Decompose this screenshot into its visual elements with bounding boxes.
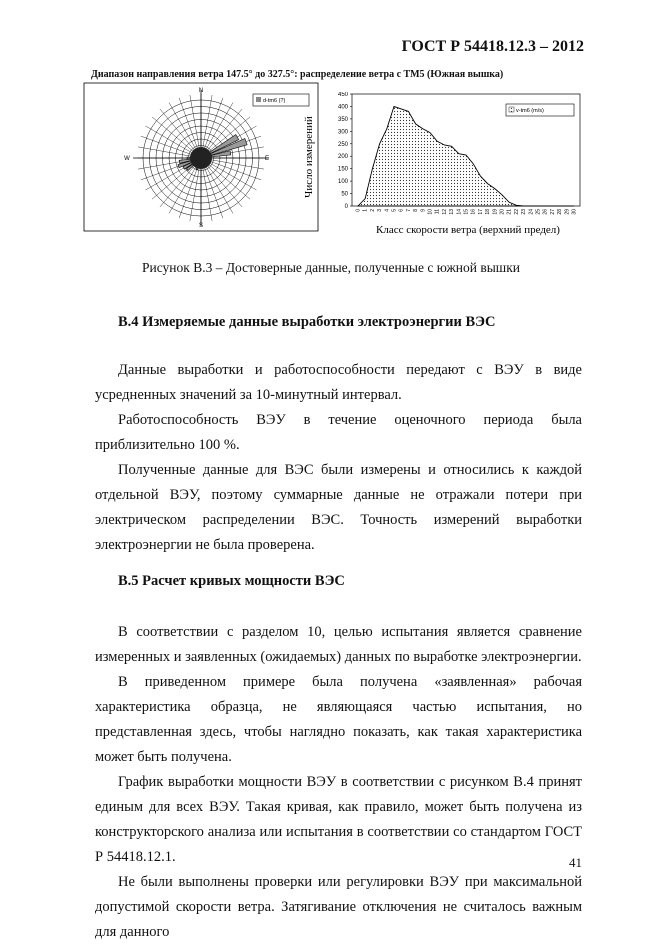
- section-heading-b4: В.4 Измеряемые данные выработки электроэнергии ВЭС: [118, 314, 496, 330]
- section-body-b4: [95, 358, 582, 558]
- x-tick-label: 11: [434, 209, 441, 215]
- x-tick-label: 24: [528, 209, 535, 215]
- document-header: ГОСТ Р 54418.12.3 – 2012: [401, 38, 584, 55]
- rose-legend-swatch: [256, 97, 261, 102]
- y-tick-label: 100: [337, 179, 348, 186]
- x-tick-label: 2: [369, 209, 376, 212]
- y-axis: [338, 92, 352, 210]
- x-tick-label: 28: [557, 209, 564, 215]
- section-body-b5: [95, 620, 582, 945]
- histogram-ylabel: Число измерений: [303, 116, 315, 198]
- figure-caption: Рисунок В.3 – Достоверные данные, полученные с южной вышки: [141, 260, 520, 275]
- x-tick-label: 23: [521, 209, 528, 215]
- hist-legend-swatch: [509, 107, 514, 112]
- compass-s: S: [198, 223, 204, 229]
- hist-legend-label: v-tm6 (m/s): [516, 108, 544, 114]
- paragraph: Работоспособность ВЭУ в течение оценочного периода была приблизительно 100 %.: [95, 412, 582, 453]
- x-tick-label: 4: [384, 209, 391, 212]
- x-tick-label: 17: [477, 209, 484, 215]
- compass-e: E: [264, 156, 270, 162]
- paragraph: Данные выработки и работоспособности передают с ВЭУ в виде усредненных значений за 10-минутный интервал.: [95, 362, 582, 403]
- compass-n: N: [198, 88, 204, 94]
- x-tick-label: 22: [513, 209, 520, 215]
- rose-center: [190, 147, 212, 169]
- x-tick-label: 5: [391, 209, 398, 212]
- x-tick-label: 13: [449, 209, 456, 215]
- x-tick-label: 21: [506, 209, 513, 215]
- x-tick-label: 12: [441, 209, 448, 215]
- x-tick-label: 9: [420, 209, 427, 212]
- x-tick-label: 15: [463, 209, 470, 215]
- rose-legend-label: d-tm6 (?): [263, 98, 286, 104]
- x-tick-label: 3: [377, 209, 384, 212]
- paragraph: В приведенном примере была получена «заявленная» рабочая характеристика образца, не являющаяся частью испытания, но представленная здесь, чтобы наглядно показать, как такая характеристика может быть получена.: [95, 674, 582, 765]
- y-tick-label: 150: [337, 166, 348, 173]
- y-tick-label: 450: [337, 92, 348, 98]
- x-tick-label: 18: [485, 209, 492, 215]
- section-heading-b5: В.5 Расчет кривых мощности ВЭС: [118, 573, 345, 589]
- x-tick-label: 25: [535, 209, 542, 215]
- paragraph: Полученные данные для ВЭС были измерены и относились к каждой отдельной ВЭУ, поэтому суммарные данные не отражали потери при электрическом распределении ВЭС. Точность измерений выработки электроэнергии не была проверена.: [95, 462, 582, 553]
- x-tick-label: 6: [398, 209, 405, 212]
- wind-rose-chart: [83, 82, 319, 232]
- x-tick-label: 26: [542, 209, 549, 215]
- y-tick-label: 200: [337, 154, 348, 161]
- x-tick-label: 0: [355, 209, 362, 212]
- y-tick-label: 50: [341, 191, 348, 198]
- x-tick-label: 10: [427, 209, 434, 215]
- paragraph: Не были выполнены проверки или регулировки ВЭУ при максимальной допустимой скорости ветра. Затягивание отключения не считалось важным для данного: [95, 874, 582, 940]
- y-tick-label: 0: [344, 204, 348, 210]
- x-axis: [356, 209, 578, 215]
- paragraph: График выработки мощности ВЭУ в соответствии с рисунком В.4 принят единым для всех ВЭУ. Такая кривая, как правило, может быть получена из конструкторского анализа или испытания в соответствии со стандартом ГОСТ Р 54418.12.1.: [95, 774, 582, 865]
- x-tick-label: 29: [564, 209, 571, 215]
- wind-speed-histogram: [300, 92, 582, 238]
- x-tick-label: 8: [413, 209, 420, 212]
- rose-petals: [178, 135, 247, 171]
- x-tick-label: 1: [362, 209, 369, 212]
- histogram-xlabel: Класс скорости ветра (верхний предел): [376, 224, 560, 236]
- figure-title: Диапазон направления ветра 147.5° до 327.5°: распределение ветра с ТМ5 (Южная вышка): [91, 69, 504, 80]
- x-tick-label: 20: [499, 209, 506, 215]
- paragraph: В соответствии с разделом 10, целью испытания является сравнение измеренных и заявленных (ожидаемых) данных по выработке электроэнергии.: [95, 624, 582, 665]
- x-tick-label: 16: [470, 209, 477, 215]
- y-tick-label: 400: [337, 104, 348, 111]
- x-tick-label: 30: [571, 209, 578, 215]
- page-number: 41: [569, 855, 582, 870]
- y-tick-label: 300: [337, 129, 348, 136]
- x-tick-label: 14: [456, 209, 463, 215]
- compass-w: W: [124, 156, 130, 162]
- y-tick-label: 350: [337, 116, 348, 123]
- x-tick-label: 27: [549, 209, 556, 215]
- x-tick-label: 7: [405, 209, 412, 212]
- y-tick-label: 250: [337, 141, 348, 148]
- x-tick-label: 19: [492, 209, 499, 215]
